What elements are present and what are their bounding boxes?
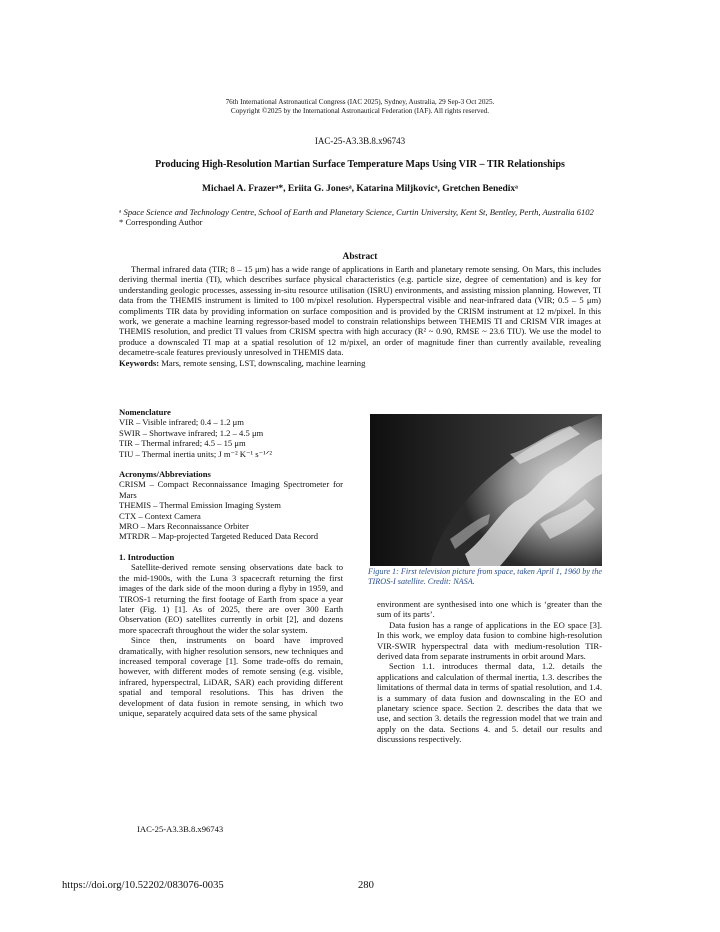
- keywords-label: Keywords:: [119, 357, 160, 368]
- nomenclature-item: SWIR – Shortwave infrared; 1.2 – 4.5 μm: [119, 427, 264, 438]
- author-list: Michael A. Frazerᵃ*, Eriita G. Jonesᵃ, Katarina Miljkovicᵃ, Gretchen Benedixᵃ: [202, 184, 518, 194]
- footer-paper-code: IAC-25-A3.3B.8.x96743: [137, 824, 224, 834]
- nomenclature-heading: Nomenclature: [119, 407, 171, 417]
- page-number: 280: [358, 880, 374, 891]
- acronym-item: MTRDR – Map-projected Targeted Reduced Data Record: [119, 531, 319, 542]
- earth-image: [370, 414, 602, 566]
- corresponding-author: * Corresponding Author: [119, 217, 203, 228]
- keywords: [119, 358, 601, 368]
- left-column: [119, 407, 343, 718]
- affiliation-marker: ᵃ: [119, 207, 122, 217]
- acronym-item: CTX – Context Camera: [119, 510, 201, 521]
- introduction-heading: 1. Introduction: [119, 551, 175, 562]
- conference-header: [0, 98, 720, 116]
- nomenclature-item: TIU – Thermal inertia units; J m⁻² K⁻¹ s⁻¹ᐟ²: [119, 448, 272, 459]
- conference-line: 76th International Astronautical Congress (IAC 2025), Sydney, Australia, 29 Sep-3 Oct 2025.: [225, 98, 495, 106]
- affiliation: [119, 207, 601, 217]
- intro-paragraph: Since then, instruments on board have improved dramatically, with higher resolution sensors, new techniques and increased temporal coverage [1]. Some trade-offs do remain, however, with different modes of remote sensing (e.g. visible, infrared, hyperspectral, LiDAR, SAR) each providing different spatial and temporal resolutions. This has driven the development of data fusion in remote sensing, in which two unique, separately acquired data sets of the same physical: [119, 635, 343, 718]
- affiliation-text: Space Science and Technology Centre, School of Earth and Planetary Science, Curtin University, Kent St, Bentley, Perth, Australia 6102: [123, 207, 594, 217]
- doi-link[interactable]: https://doi.org/10.52202/083076-0035: [62, 880, 224, 891]
- acronym-item: THEMIS – Thermal Emission Imaging System: [119, 500, 281, 511]
- abstract: [119, 264, 601, 368]
- abstract-body: Thermal infrared data (TIR; 8 – 15 μm) has a wide range of applications in Earth and planetary remote sensing. On Mars, this includes deriving thermal inertia (TI), which describes surface physical characteristics (e.g. particle size, degree of cementation) and is key for understanding geologic processes, assessing in-situ resource utilisation (ISRU) environments, and assisting mission planning. However, TI data from the THEMIS instrument is limited to 100 m/pixel resolution. Hyperspectral visible and near-infrared data (VIR; 0.5 – 5 μm) compliments TIR data by providing information on surface composition and is provided by the CRISM instrument at 12 m/pixel. In this work, we generate a machine learning regressor-based model to constrain relationships between THEMIS TI and CRISM VIR images at THEMIS resolution, and predict TI values from CRISM spectra with high accuracy (R² ~ 0.90, RMSE ~ 23.6 TIU). We use the model to produce a downscaled TI map at a spatial resolution of 12 m/pixel, an order of magnitude finer than currently available, revealing decametre-scale features previously unresolved in THEMIS data.: [119, 264, 601, 358]
- intro-paragraph: Satellite-derived remote sensing observations date back to the mid-1900s, with the Luna 3 spacecraft returning the first images of the dark side of the moon during a flyby in 1959, and TIROS-1 returning the first footage of Earth from space a year later (Fig. 1) [1]. As of 2025, there are over 300 Earth Observation (EO) satellites currently in orbit [2], and dozens more spacecraft throughout the wider the solar system.: [119, 562, 343, 635]
- nomenclature-item: VIR – Visible infrared; 0.4 – 1.2 μm: [119, 417, 244, 428]
- body-paragraph: Data fusion has a range of applications in the EO space [3]. In this work, we employ data fusion to combine high-resolution VIR-SWIR hyperspectral data with medium-resolution TIR-derived data from separate instruments in orbit around Mars.: [377, 619, 602, 662]
- acronyms-heading: Acronyms/Abbreviations: [119, 469, 211, 480]
- tiros-earth-photo: [370, 414, 602, 566]
- copyright-line: Copyright ©2025 by the International Astronautical Federation (IAF). All rights reserved.: [230, 107, 490, 115]
- body-paragraph: Section 1.1. introduces thermal data, 1.2. details the applications and calculation of thermal inertia, 1.3. describes the limitations of thermal data in terms of spatial resolution, and 1.4. is a summary of data fusion and downscaling in the EO and planetary science space. Section 2. describes the data that we use, and section 3. details the regression model that we train and apply on the data. Sections 4. and 5. detail our results and discussions respectively.: [377, 661, 602, 745]
- nomenclature-item: TIR – Thermal infrared; 4.5 – 15 μm: [119, 438, 246, 449]
- affiliation-block: [119, 207, 601, 228]
- paper-title: Producing High-Resolution Martian Surface Temperature Maps Using VIR – TIR Relationships: [155, 159, 565, 170]
- figure-caption: Figure 1: First television picture from space, taken April 1, 1960 by the TIROS-I satellite. Credit: NASA.: [368, 567, 603, 586]
- abstract-heading: Abstract: [342, 252, 378, 262]
- right-column: [377, 599, 602, 745]
- body-paragraph: environment are synthesised into one which is ‘greater than the sum of its parts’.: [377, 599, 602, 620]
- keywords-text: Mars, remote sensing, LST, downscaling, machine learning: [161, 357, 366, 368]
- acronym-item: CRISM – Compact Reconnaissance Imaging Spectrometer for Mars: [119, 479, 343, 500]
- paper-code: IAC-25-A3.3B.8.x96743: [314, 136, 406, 146]
- acronym-item: MRO – Mars Reconnaissance Orbiter: [119, 521, 249, 532]
